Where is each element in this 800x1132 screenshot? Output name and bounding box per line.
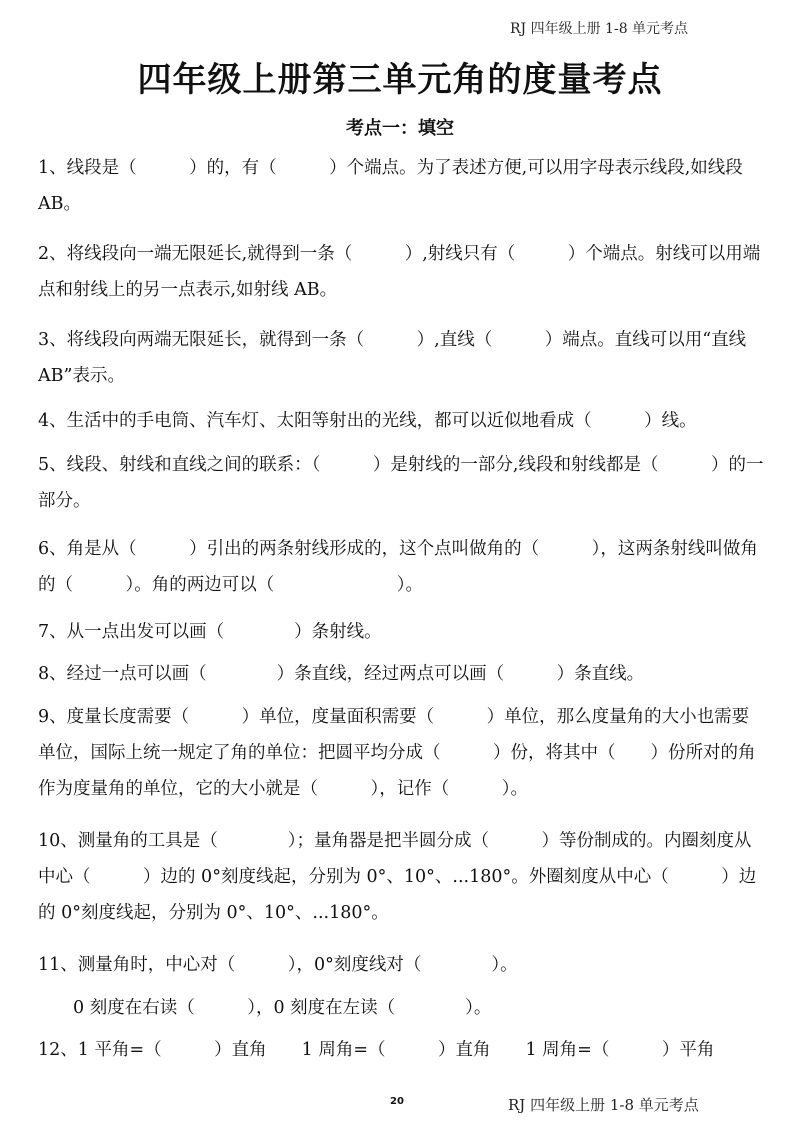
question-4: 4、生活中的手电筒、汽车灯、太阳等射出的光线，都可以近似地看成（ ）线。: [38, 411, 697, 431]
question-6: 6、角是从（ ）引出的两条射线形成的，这个点叫做角的（ ），这两条射线叫做角的（ ）。角的两边可以（ ）。: [38, 539, 758, 595]
question-5: 5、线段、射线和直线之间的联系：（ ）是射线的一部分,线段和射线都是（ ）的一部分。: [38, 455, 764, 511]
question-11-line-2: 0 刻度在右读（ ），0 刻度在左读（ ）。: [38, 998, 492, 1018]
question-10: 10、测量角的工具是（ ）；量角器是把半圆分成（ ）等份制成的。内圈刻度从中心（ ）边的 0°刻度线起，分别为 0°、10°、...180°。外圈刻度从中心（ ）边的 0°刻度线起，分别为 0°、10°、...180°。: [38, 831, 757, 923]
page-title: 四年级上册第三单元角的度量考点: [137, 60, 663, 100]
question-12: 12、1 平角=（ ）直角 1 周角=（ ）直角 1 周角=（ ）平角: [38, 1040, 715, 1060]
question-9: 9、度量长度需要（ ）单位，度量面积需要（ ）单位，那么度量角的大小也需要单位，国际上统一规定了角的单位：把圆平均分成（ ）份，将其中（ ）份所对的角作为度量角的单位，它的大小就是（ ），记作（ ）。: [38, 707, 756, 799]
question-8: 8、经过一点可以画（ ）条直线，经过两点可以画（ ）条直线。: [38, 664, 645, 684]
section-heading: 考点一：填空: [346, 118, 454, 139]
question-3: 3、将线段向两端无限延长，就得到一条（ ）,直线（ ）端点。直线可以用“直线 AB”表示。: [38, 330, 747, 386]
question-1: 1、线段是（ ）的，有（ ）个端点。为了表述方便,可以用字母表示线段,如线段 AB。: [38, 158, 743, 214]
question-11: 11、测量角时，中心对（ ），0°刻度线对（ ）。: [38, 955, 518, 975]
footer-text: RJ 四年级上册 1-8 单元考点: [508, 1096, 699, 1114]
page-number: 20: [390, 1096, 404, 1107]
question-2: 2、将线段向一端无限延长,就得到一条（ ）,射线只有（ ）个端点。射线可以用端点和射线上的另一点表示,如射线 AB。: [38, 244, 761, 300]
question-7: 7、从一点出发可以画（ ）条射线。: [38, 622, 382, 642]
header-top: RJ 四年级上册 1-8 单元考点: [510, 21, 689, 37]
